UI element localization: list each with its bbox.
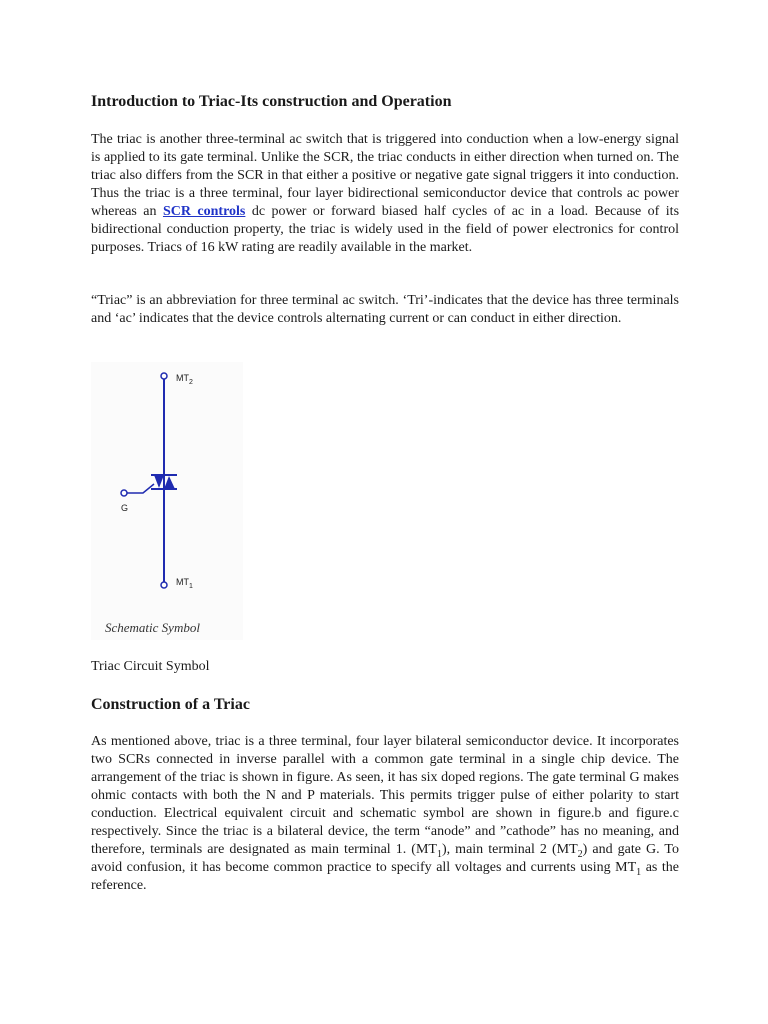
gate-terminal-circle bbox=[121, 490, 127, 496]
triac-triangle-up bbox=[164, 476, 175, 489]
mt1-terminal-circle bbox=[161, 582, 167, 588]
construction-paragraph bbox=[91, 733, 679, 895]
construction-text-4: as the reference. bbox=[91, 860, 680, 893]
construction-text-3: ) and gate G. To avoid confusion, it has become common practice to specify all voltages and currents using MT bbox=[91, 842, 679, 875]
mt2-label: $MT_2$ bbox=[176, 373, 193, 386]
triac-triangle-down bbox=[154, 475, 164, 488]
triac-schematic-svg bbox=[91, 362, 243, 640]
mt2-terminal-circle bbox=[161, 373, 167, 379]
intro-text-end: dc power or forward biased half cycles of ac in a load. Because of its bidirectional conduction property, the triac is widely used in the field of power electronics for control purposes. Triacs of 16 kW rating are readily available in the market. bbox=[91, 204, 680, 255]
subscript-3: 1 bbox=[636, 866, 642, 878]
construction-text-2: ), main terminal 2 (MT bbox=[441, 842, 578, 857]
subscript-1: 1 bbox=[436, 848, 442, 860]
gate-label: G bbox=[121, 503, 129, 513]
mt1-label: $MT_1$ bbox=[176, 577, 193, 590]
page-title: Introduction to Triac-Its construction and Operation bbox=[91, 93, 452, 110]
intro-paragraph bbox=[91, 131, 679, 257]
abbreviation-paragraph: “Triac” is an abbreviation for three terminal ac switch. ‘Tri’-indicates that the device has three terminals and ‘ac’ indicates that the device controls alternating current or can conduct in either direction. bbox=[91, 293, 679, 326]
subscript-2: 2 bbox=[577, 848, 583, 860]
schematic-caption: Schematic Symbol bbox=[105, 620, 200, 635]
intro-text-start: The triac is another three-terminal ac switch that is triggered into conduction when a low-energy signal is applied to its gate terminal. Unlike the SCR, the triac conducts in either direction when turned on. The triac also differs from the SCR in that either a positive or negative gate signal triggers it into conduction. Thus the triac is a three terminal, four layer bidirectional semiconductor device that controls ac power whereas an bbox=[91, 132, 679, 219]
triac-schematic-figure bbox=[91, 362, 243, 640]
figure-caption: Triac Circuit Symbol bbox=[91, 659, 210, 674]
section-heading: Construction of a Triac bbox=[91, 696, 250, 713]
gate-lead bbox=[125, 484, 154, 493]
construction-text-1: As mentioned above, triac is a three terminal, four layer bilateral semiconductor device. It incorporates two SCRs connected in inverse parallel with a common gate terminal in a single chip device. The arrangement of the triac is shown in figure. As seen, it has six doped regions. The gate terminal G makes ohmic contacts with both the N and P materials. This permits trigger pulse of either polarity to start conduction. Electrical equivalent circuit and schematic symbol are shown in figure.b and figure.c respectively. Since the triac is a bilateral device, the term “anode” and ”cathode” has no meaning, and therefore, terminals are designated as main terminal 1. (MT bbox=[91, 734, 679, 857]
scr-controls-link[interactable]: SCR controls bbox=[162, 204, 246, 219]
